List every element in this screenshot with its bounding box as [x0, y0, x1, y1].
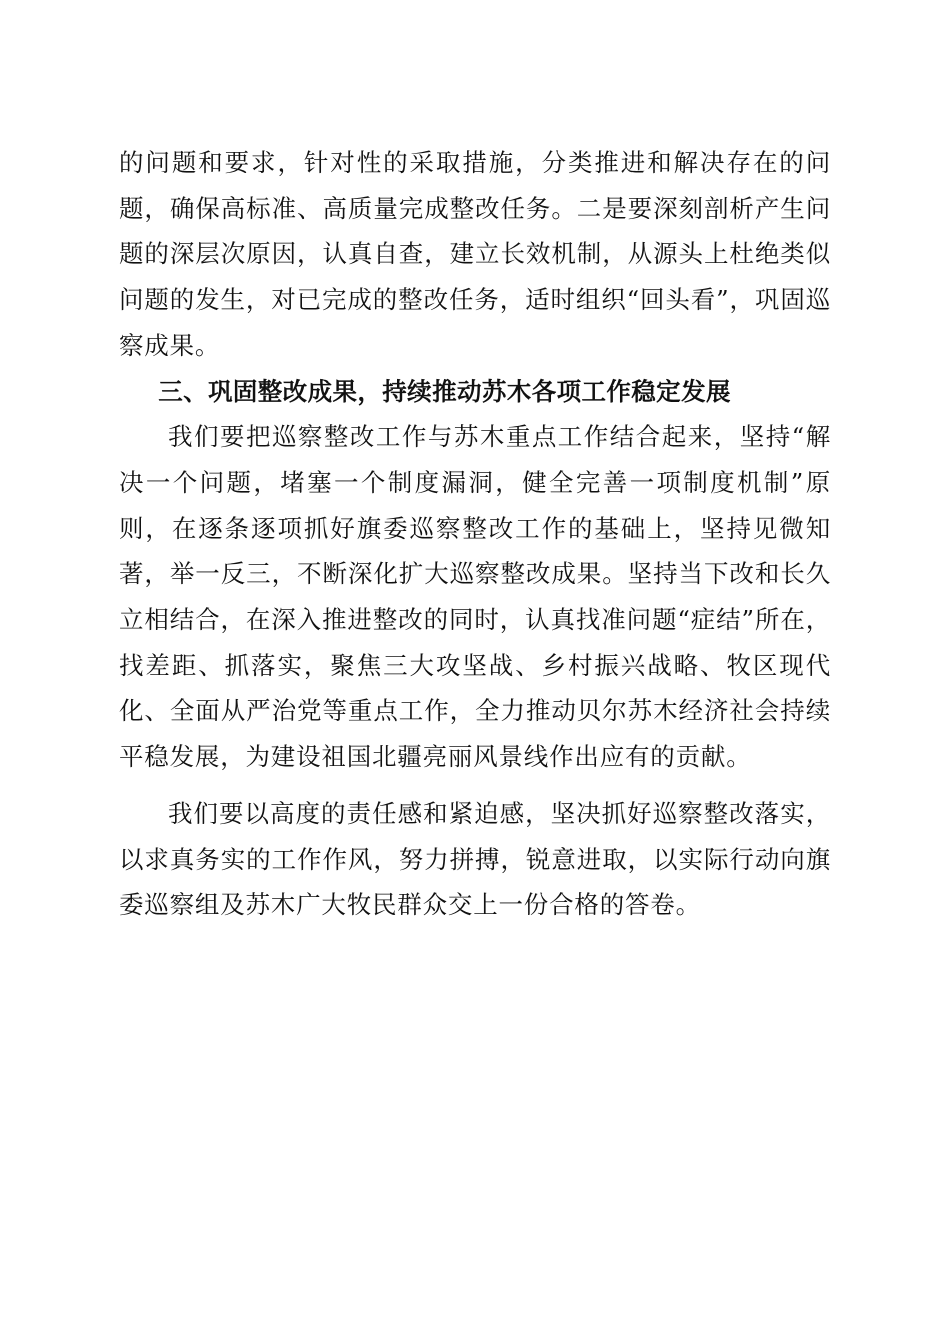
- section-heading: 三、巩固整改成果，持续推动苏木各项工作稳定发展: [158, 376, 731, 406]
- document-body: [119, 140, 831, 928]
- paragraph-continued: 的问题和要求，针对性的采取措施，分类推进和解决存在的问题，确保高标准、高质量完成整改任务。二是要深刻剖析产生问题的深层次原因，认真自查，建立长效机制，从源头上杜绝类似问题的发生，对已完成的整改任务，适时组织“回头看”，巩固巡察成果。: [119, 148, 831, 360]
- paragraph-closing: 我们要以高度的责任感和紧迫感，坚决抓好巡察整改落实，以求真务实的工作作风，努力拼搏，锐意进取，以实际行动向旗委巡察组及苏木广大牧民群众交上一份合格的答卷。: [119, 798, 831, 920]
- paragraph-section-three: 我们要把巡察整改工作与苏木重点工作结合起来，坚持“解决一个问题，堵塞一个制度漏洞，健全完善一项制度机制”原则，在逐条逐项抓好旗委巡察整改工作的基础上，坚持见微知著，举一反三，不断深化扩大巡察整改成果。坚持当下改和长久立相结合，在深入推进整改的同时，认真找准问题“症结”所在，找差距、抓落实，聚焦三大攻坚战、乡村振兴战略、牧区现代化、全面从严治党等重点工作，全力推动贝尔苏木经济社会持续平稳发展，为建设祖国北疆亮丽风景线作出应有的贡献。: [119, 422, 831, 772]
